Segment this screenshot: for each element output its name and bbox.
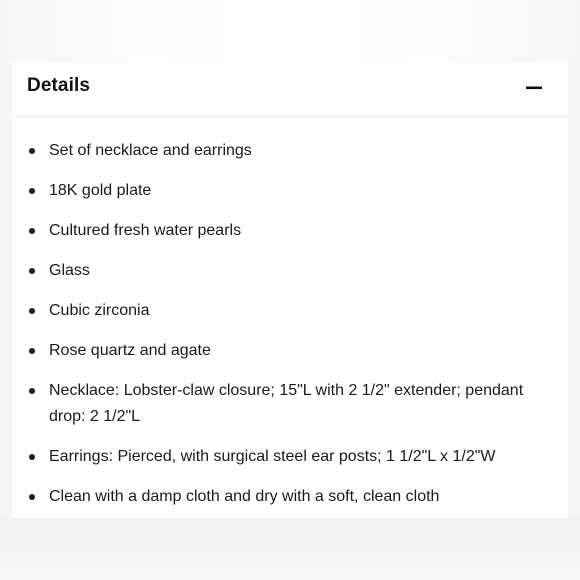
list-item [12,138,552,164]
list-item [12,298,552,324]
bullet-icon [29,454,35,460]
list-item-text: Necklace: Lobster-claw closure; 15"L with 2 1/2" extender; pendant drop: 2 1/2"L [49,382,524,425]
list-item [12,218,552,244]
list-item-text: Glass [49,262,90,279]
minus-icon[interactable] [526,82,542,94]
list-item-text: Earrings: Pierced, with surgical steel ear posts; 1 1/2"L x 1/2"W [49,448,496,465]
bullet-icon [29,268,35,274]
bullet-icon [29,494,35,500]
list-item-text: Cubic zirconia [49,302,150,319]
bullet-icon [29,348,35,354]
list-item-text: Clean with a damp cloth and dry with a soft, clean cloth [49,488,440,505]
details-panel [12,62,568,518]
top-background [0,0,580,62]
list-item [12,258,552,284]
bullet-icon [29,388,35,394]
list-item-text: Cultured fresh water pearls [49,222,242,239]
bullet-icon [29,188,35,194]
details-title: Details [27,75,91,96]
list-item [12,378,527,430]
list-item-text: Rose quartz and agate [49,342,211,359]
list-item [12,338,552,364]
list-item [12,178,552,204]
bullet-icon [29,148,35,154]
details-list [12,138,552,524]
list-item-text: 18K gold plate [49,182,152,199]
bullet-icon [29,228,35,234]
list-item [12,484,552,510]
bottom-background [0,518,580,580]
bullet-icon [29,308,35,314]
list-item [12,444,552,470]
details-accordion-header[interactable] [12,62,568,117]
list-item-text: Set of necklace and earrings [49,142,252,159]
